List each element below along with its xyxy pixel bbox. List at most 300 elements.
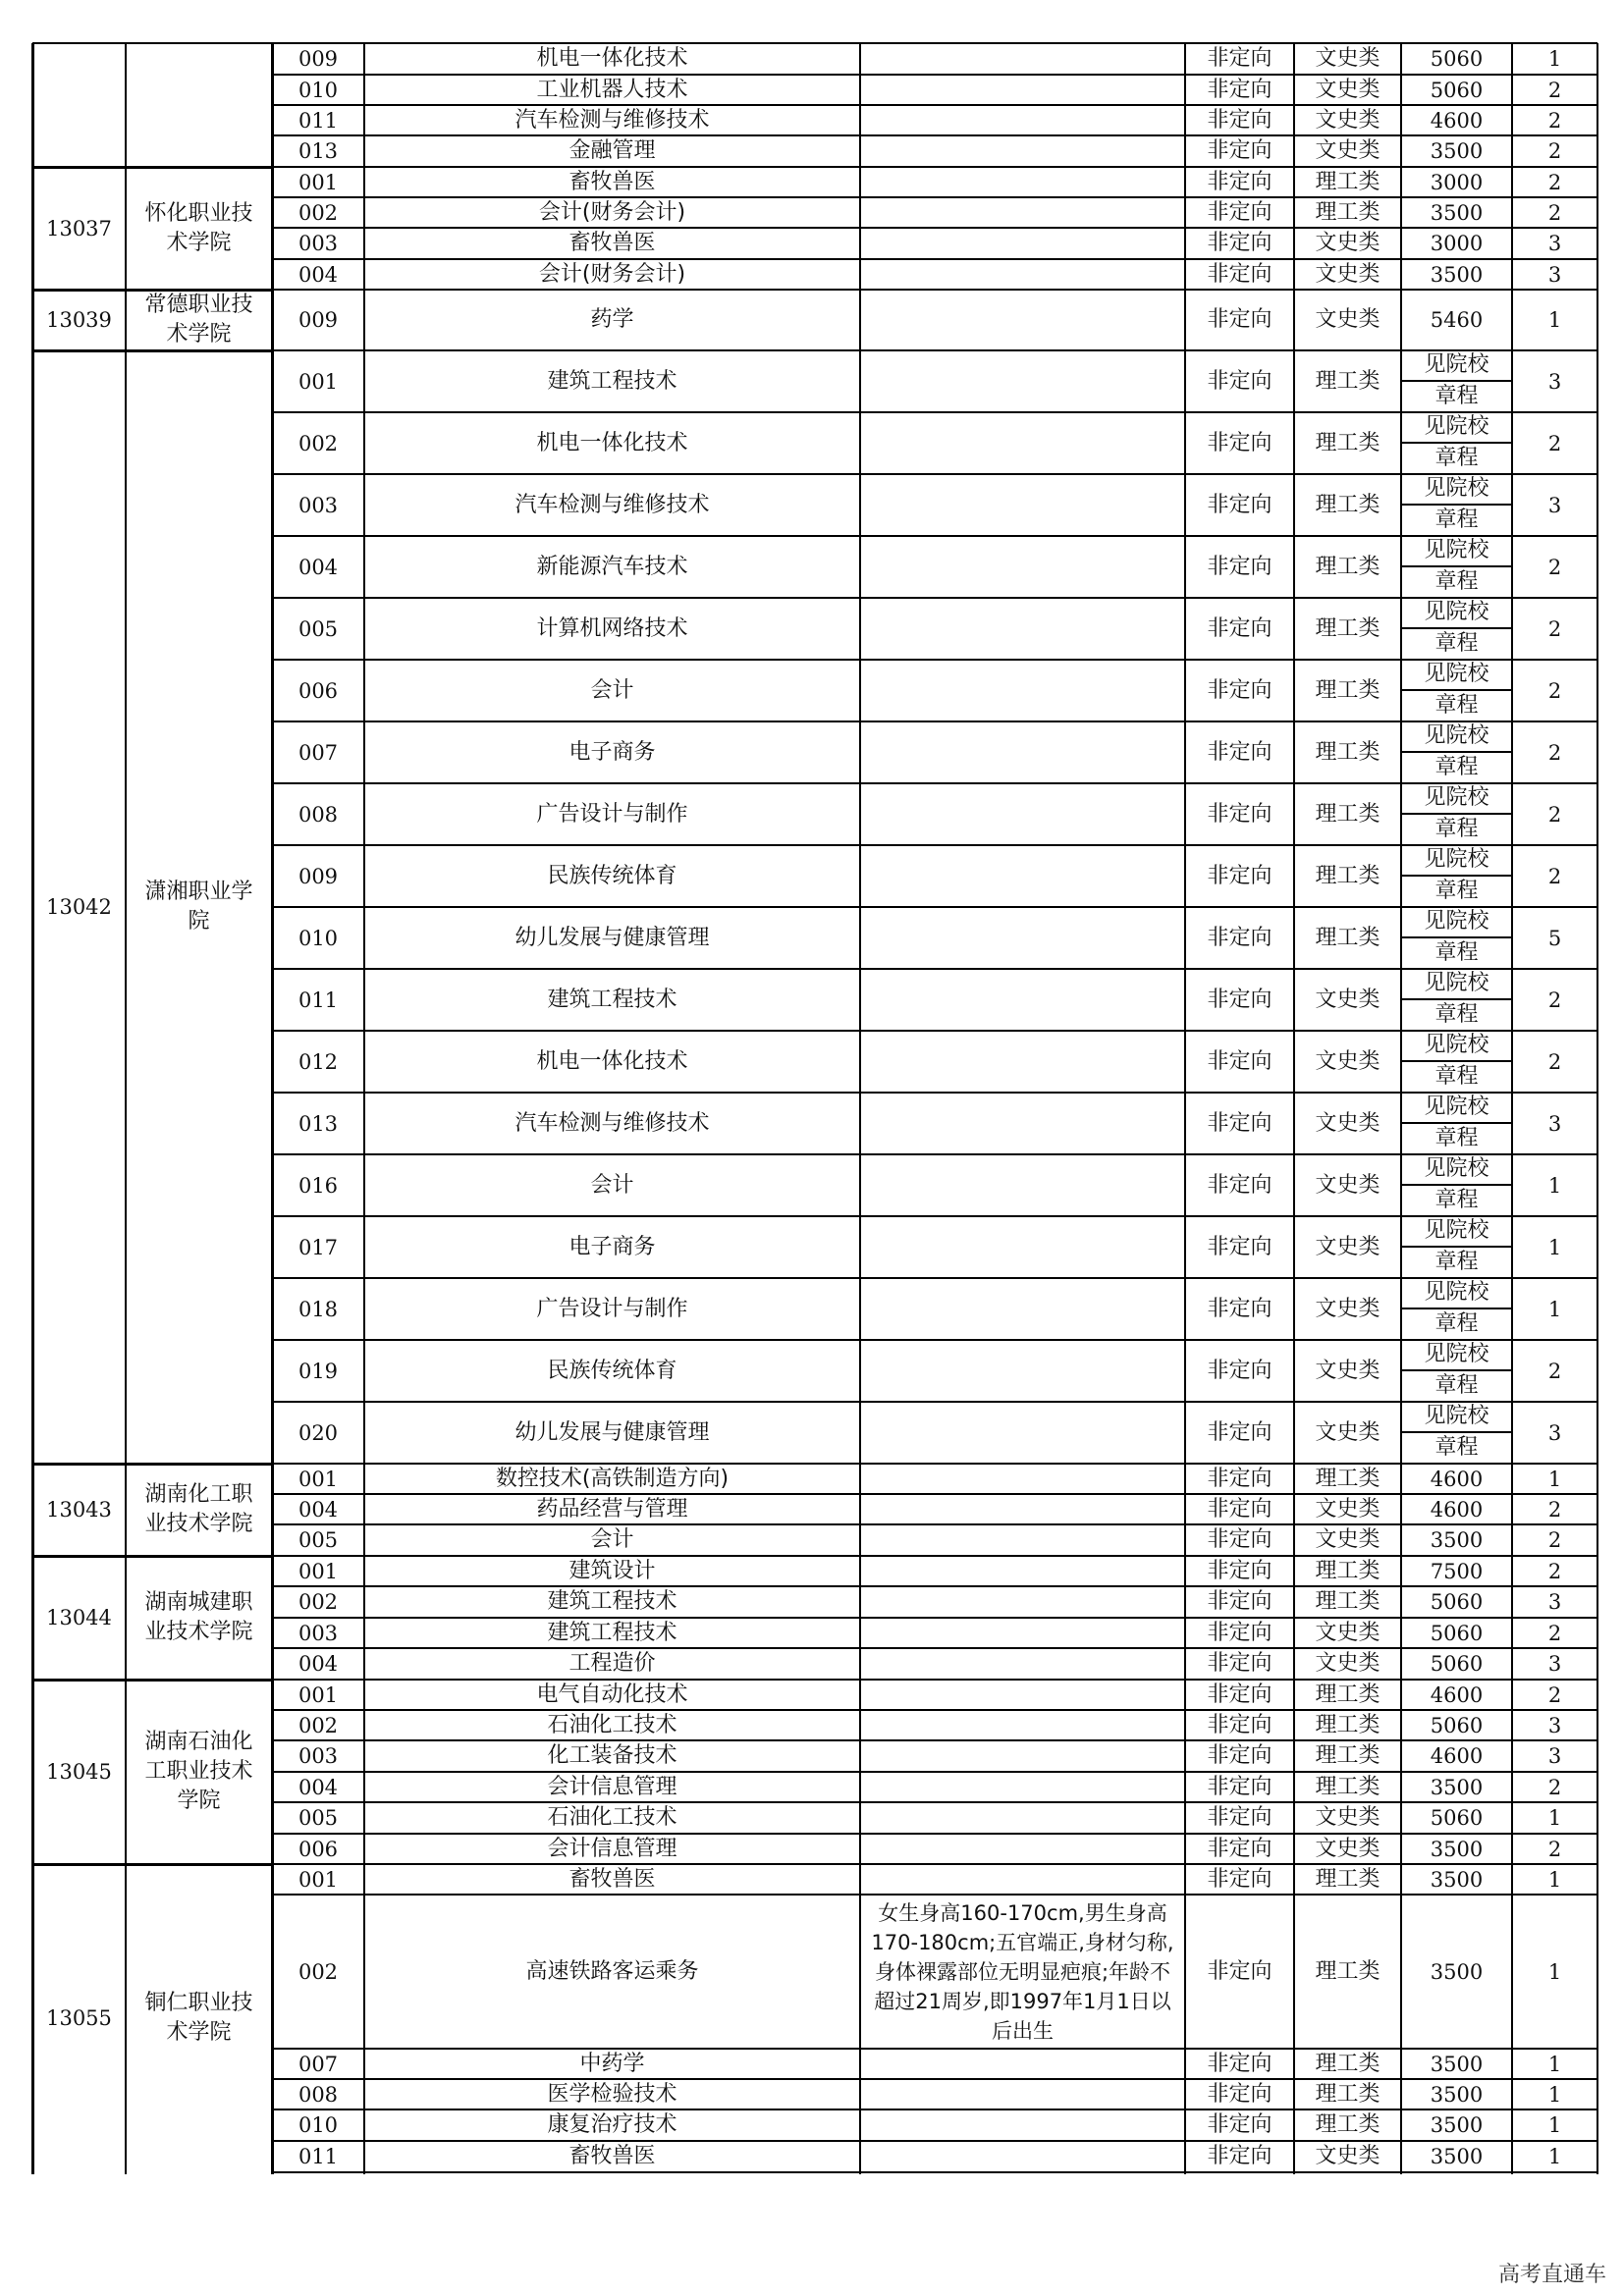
plan-orientation-text: 非定向	[1207, 1496, 1272, 1522]
tuition-fee-text: 见院校	[1401, 907, 1512, 938]
major-code	[272, 1494, 364, 1524]
subject-type-text: 文史类	[1315, 1527, 1380, 1552]
plan-orientation	[1185, 75, 1294, 105]
major-name-text: 汽车检测与维修技术	[514, 107, 710, 133]
plan-count-text: 1	[1547, 1467, 1562, 1491]
plan-orientation-text: 非定向	[1207, 615, 1272, 641]
school-code	[32, 43, 126, 167]
tuition-fee-text: 见院校	[1401, 474, 1512, 506]
subject-type-text: 理工类	[1315, 1774, 1380, 1799]
tuition-fee	[1401, 167, 1512, 197]
plan-count-text: 1	[1547, 2113, 1562, 2137]
major-code	[272, 1340, 364, 1402]
plan-count-text: 2	[1547, 1528, 1562, 1552]
major-code-text: 009	[298, 47, 339, 71]
major-name-text: 畜牧兽医	[568, 1866, 656, 1892]
major-name	[364, 721, 860, 783]
plan-count	[1512, 1772, 1597, 1802]
plan-count-text: 3	[1547, 493, 1562, 517]
plan-orientation-text: 非定向	[1207, 1172, 1272, 1198]
major-requirement	[860, 845, 1185, 907]
plan-count-text: 2	[1547, 1497, 1562, 1522]
major-code	[272, 259, 364, 290]
tuition-fee	[1401, 474, 1512, 536]
plan-orientation-text: 非定向	[1207, 1048, 1272, 1074]
plan-orientation	[1185, 105, 1294, 135]
major-requirement	[860, 350, 1185, 412]
subject-type-text: 理工类	[1315, 615, 1380, 641]
tuition-fee-text: 3500	[1430, 2082, 1484, 2107]
major-name	[364, 1586, 860, 1618]
major-name-text: 会计	[590, 1527, 634, 1552]
major-name-text: 会计	[590, 677, 634, 703]
major-name-text: 石油化工技术	[547, 1805, 677, 1830]
plan-count	[1512, 1834, 1597, 1864]
school-name	[126, 1680, 272, 1864]
major-name	[364, 75, 860, 105]
plan-orientation-text: 非定向	[1207, 1527, 1272, 1552]
subject-type-text: 理工类	[1315, 2081, 1380, 2107]
major-code	[272, 1278, 364, 1340]
subject-type-text: 文史类	[1315, 1620, 1380, 1645]
major-requirement-text: 女生身高160-170cm,男生身高170-180cm;五官端正,身材匀称,身体裸露部位无明显疤痕;年龄不超过21周岁,即1997年1月1日以后出生	[871, 1900, 1174, 2043]
major-name-text: 新能源汽车技术	[536, 554, 688, 579]
major-requirement	[860, 598, 1185, 660]
subject-type-text: 文史类	[1315, 1805, 1380, 1830]
tuition-fee	[1401, 2079, 1512, 2109]
subject-type-text: 理工类	[1315, 368, 1380, 394]
school-code	[32, 290, 126, 350]
major-code-text: 009	[298, 308, 339, 332]
plan-count-text: 2	[1547, 802, 1562, 827]
column-border	[271, 43, 274, 2174]
major-name-text: 建筑工程技术	[547, 1620, 677, 1645]
major-name	[364, 259, 860, 290]
tuition-fee-text: 章程	[1435, 569, 1479, 595]
major-name-text: 会计	[590, 1172, 634, 1198]
plan-orientation-text: 非定向	[1207, 1682, 1272, 1707]
plan-orientation	[1185, 1710, 1294, 1740]
tuition-fee-text: 见院校	[1401, 350, 1512, 382]
tuition-fee-text: 章程	[1435, 1002, 1479, 1028]
major-name	[364, 412, 860, 474]
major-requirement	[860, 660, 1185, 721]
school-name-text: 湖南化工职业技术学院	[144, 1482, 253, 1536]
tuition-fee-text: 4600	[1430, 1467, 1484, 1491]
major-requirement	[860, 1680, 1185, 1710]
major-name	[364, 845, 860, 907]
subject-type	[1294, 1802, 1401, 1834]
major-code-text: 017	[298, 1235, 339, 1259]
plan-orientation	[1185, 783, 1294, 845]
subject-type	[1294, 1772, 1401, 1802]
subject-type-text: 理工类	[1315, 1466, 1380, 1491]
major-name	[364, 197, 860, 228]
subject-type-text: 理工类	[1315, 925, 1380, 950]
subject-type-text: 理工类	[1315, 677, 1380, 703]
plan-orientation-text: 非定向	[1207, 2144, 1272, 2168]
tuition-fee-text: 章程	[1435, 1311, 1479, 1337]
major-code-text: 001	[298, 1682, 339, 1707]
tuition-fee	[1401, 598, 1512, 660]
plan-orientation-text: 非定向	[1207, 801, 1272, 827]
major-code	[272, 2141, 364, 2172]
subject-type	[1294, 536, 1401, 598]
major-name	[364, 474, 860, 536]
school-code-text: 13039	[46, 308, 112, 332]
tuition-fee	[1401, 2109, 1512, 2141]
plan-orientation	[1185, 350, 1294, 412]
plan-orientation	[1185, 1802, 1294, 1834]
major-code	[272, 1154, 364, 1216]
plan-orientation-text: 非定向	[1207, 1419, 1272, 1445]
major-code-text: 011	[298, 988, 339, 1012]
subject-type	[1294, 1093, 1401, 1154]
plan-count-text: 1	[1547, 1959, 1562, 1984]
subject-type-text: 文史类	[1315, 1836, 1380, 1861]
major-name-text: 会计信息管理	[547, 1836, 677, 1861]
column-border	[1184, 43, 1186, 2174]
tuition-fee-text: 3500	[1430, 2052, 1484, 2076]
subject-type-text: 理工类	[1315, 1682, 1380, 1707]
major-requirement	[860, 197, 1185, 228]
plan-orientation-text: 非定向	[1207, 1805, 1272, 1830]
major-name-text: 机电一体化技术	[536, 1048, 688, 1074]
plan-count-text: 2	[1547, 1837, 1562, 1861]
tuition-fee-text: 见院校	[1401, 969, 1512, 1000]
subject-type-text: 文史类	[1315, 1048, 1380, 1074]
major-requirement	[860, 43, 1185, 75]
plan-orientation	[1185, 1494, 1294, 1524]
plan-orientation	[1185, 259, 1294, 290]
subject-type	[1294, 1154, 1401, 1216]
major-requirement	[860, 1494, 1185, 1524]
plan-count	[1512, 536, 1597, 598]
major-code	[272, 783, 364, 845]
tuition-fee-text: 章程	[1435, 693, 1479, 719]
tuition-fee	[1401, 660, 1512, 721]
plan-orientation-text: 非定向	[1207, 307, 1272, 332]
tuition-fee	[1401, 907, 1512, 969]
tuition-fee-text: 见院校	[1401, 1154, 1512, 1186]
tuition-fee	[1401, 197, 1512, 228]
major-code	[272, 1556, 364, 1586]
plan-count-text: 1	[1547, 1173, 1562, 1198]
major-name	[364, 350, 860, 412]
major-name-text: 计算机网络技术	[536, 615, 688, 641]
major-requirement	[860, 167, 1185, 197]
tuition-fee-text: 5060	[1430, 1621, 1484, 1645]
plan-orientation	[1185, 1031, 1294, 1093]
plan-orientation	[1185, 721, 1294, 783]
subject-type-text: 文史类	[1315, 231, 1380, 255]
plan-count	[1512, 350, 1597, 412]
major-name-text: 幼儿发展与健康管理	[514, 1419, 710, 1445]
major-name-text: 广告设计与制作	[536, 801, 688, 827]
subject-type	[1294, 783, 1401, 845]
subject-type-text: 理工类	[1315, 2112, 1380, 2137]
major-code	[272, 290, 364, 350]
subject-type-text: 理工类	[1315, 863, 1380, 888]
major-requirement	[860, 474, 1185, 536]
subject-type	[1294, 105, 1401, 135]
major-code	[272, 1864, 364, 1895]
subject-type	[1294, 2141, 1401, 2172]
major-name-text: 高速铁路客运乘务	[525, 1958, 699, 1984]
subject-type	[1294, 721, 1401, 783]
major-name	[364, 1402, 860, 1464]
tuition-fee	[1401, 1618, 1512, 1648]
plan-count	[1512, 2141, 1597, 2172]
subject-type	[1294, 1710, 1401, 1740]
major-requirement	[860, 1556, 1185, 1586]
major-code-text: 001	[298, 1867, 339, 1892]
major-code	[272, 2079, 364, 2109]
major-name	[364, 907, 860, 969]
plan-count	[1512, 43, 1597, 75]
plan-count-text: 2	[1547, 1682, 1562, 1707]
plan-orientation-text: 非定向	[1207, 1958, 1272, 1984]
column-border	[363, 43, 365, 2174]
tuition-fee-text: 章程	[1435, 817, 1479, 842]
major-name-text: 建筑工程技术	[547, 987, 677, 1012]
tuition-fee	[1401, 969, 1512, 1031]
tuition-fee	[1401, 1802, 1512, 1834]
major-code	[272, 474, 364, 536]
subject-type-text: 理工类	[1315, 1866, 1380, 1892]
plan-count-text: 2	[1547, 864, 1562, 888]
plan-orientation-text: 非定向	[1207, 987, 1272, 1012]
tuition-fee-text: 见院校	[1401, 1402, 1512, 1433]
tuition-fee-text: 章程	[1435, 940, 1479, 966]
major-code	[272, 75, 364, 105]
subject-type	[1294, 2049, 1401, 2079]
major-name	[364, 1278, 860, 1340]
subject-type-text: 文史类	[1315, 1234, 1380, 1259]
major-name-text: 民族传统体育	[547, 1358, 677, 1383]
school-name-text: 怀化职业技术学院	[144, 200, 253, 255]
major-code	[272, 1802, 364, 1834]
major-code-text: 001	[298, 170, 339, 194]
subject-type-text: 文史类	[1315, 1110, 1380, 1136]
plan-count-text: 1	[1547, 1867, 1562, 1892]
major-name	[364, 1834, 860, 1864]
major-name-text: 民族传统体育	[547, 863, 677, 888]
major-name	[364, 660, 860, 721]
major-code	[272, 105, 364, 135]
plan-count	[1512, 1864, 1597, 1895]
major-code-text: 011	[298, 2145, 339, 2168]
major-name-text: 广告设计与制作	[536, 1296, 688, 1321]
plan-count	[1512, 2049, 1597, 2079]
plan-count-text: 1	[1547, 1297, 1562, 1321]
major-code-text: 008	[298, 2082, 339, 2107]
column-border	[1400, 43, 1402, 2174]
subject-type	[1294, 1494, 1401, 1524]
subject-type	[1294, 197, 1401, 228]
subject-type-text: 理工类	[1315, 2051, 1380, 2076]
major-code	[272, 1464, 364, 1494]
major-name-text: 建筑工程技术	[547, 368, 677, 394]
plan-count	[1512, 2109, 1597, 2141]
tuition-fee-text: 5060	[1430, 78, 1484, 102]
plan-count	[1512, 598, 1597, 660]
major-requirement	[860, 969, 1185, 1031]
major-name-text: 数控技术(高铁制造方向)	[495, 1466, 730, 1491]
major-name	[364, 1864, 860, 1895]
major-requirement	[860, 1278, 1185, 1340]
major-code-text: 018	[298, 1297, 339, 1321]
major-requirement	[860, 1402, 1185, 1464]
plan-count	[1512, 1402, 1597, 1464]
major-name-text: 机电一体化技术	[536, 46, 688, 71]
major-code	[272, 350, 364, 412]
plan-orientation-text: 非定向	[1207, 231, 1272, 255]
tuition-fee	[1401, 1340, 1512, 1402]
tuition-fee	[1401, 228, 1512, 259]
major-code	[272, 228, 364, 259]
tuition-fee-text: 章程	[1435, 1064, 1479, 1090]
major-requirement	[860, 228, 1185, 259]
major-code-text: 004	[298, 1652, 339, 1676]
tuition-fee-text: 见院校	[1401, 536, 1512, 567]
tuition-fee	[1401, 43, 1512, 75]
plan-count	[1512, 1895, 1597, 2049]
plan-orientation-text: 非定向	[1207, 1774, 1272, 1799]
major-code-text: 009	[298, 864, 339, 888]
tuition-fee-text: 3500	[1430, 139, 1484, 163]
major-code-text: 007	[298, 2052, 339, 2076]
major-name	[364, 1680, 860, 1710]
subject-type-text: 文史类	[1315, 46, 1380, 71]
major-requirement	[860, 1464, 1185, 1494]
plan-count	[1512, 1556, 1597, 1586]
major-code-text: 012	[298, 1049, 339, 1074]
major-name-text: 畜牧兽医	[568, 2144, 656, 2168]
major-code-text: 003	[298, 1744, 339, 1768]
subject-type	[1294, 845, 1401, 907]
major-code	[272, 598, 364, 660]
plan-count	[1512, 1680, 1597, 1710]
column-border	[125, 43, 127, 2174]
major-code-text: 013	[298, 139, 339, 163]
major-code-text: 010	[298, 926, 339, 950]
plan-count	[1512, 105, 1597, 135]
tuition-fee	[1401, 1740, 1512, 1772]
major-code-text: 006	[298, 1837, 339, 1861]
tuition-fee-text: 章程	[1435, 1126, 1479, 1151]
major-code-text: 004	[298, 262, 339, 287]
plan-count	[1512, 907, 1597, 969]
plan-orientation-text: 非定向	[1207, 368, 1272, 394]
subject-type-text: 理工类	[1315, 492, 1380, 517]
tuition-fee	[1401, 1895, 1512, 2049]
plan-count	[1512, 412, 1597, 474]
plan-orientation	[1185, 1740, 1294, 1772]
tuition-fee-text: 章程	[1435, 446, 1479, 471]
plan-orientation-text: 非定向	[1207, 863, 1272, 888]
school-name	[126, 43, 272, 167]
tuition-fee-text: 章程	[1435, 384, 1479, 409]
major-code	[272, 1216, 364, 1278]
plan-orientation-text: 非定向	[1207, 430, 1272, 455]
major-name-text: 药学	[590, 307, 634, 332]
major-name-text: 电气自动化技术	[536, 1682, 688, 1707]
tuition-fee-text: 见院校	[1401, 598, 1512, 629]
major-code-text: 004	[298, 1497, 339, 1522]
school-code-text: 13044	[46, 1606, 112, 1629]
subject-type-text: 文史类	[1315, 138, 1380, 163]
major-code-text: 011	[298, 108, 339, 133]
tuition-fee	[1401, 1464, 1512, 1494]
tuition-fee	[1401, 2141, 1512, 2172]
plan-orientation	[1185, 2141, 1294, 2172]
plan-count-text: 2	[1547, 78, 1562, 102]
school-code-text: 13037	[46, 216, 112, 240]
school-code	[32, 1680, 126, 1864]
plan-count-text: 3	[1547, 1590, 1562, 1614]
tuition-fee-text: 见院校	[1401, 1093, 1512, 1124]
plan-orientation	[1185, 1524, 1294, 1556]
tuition-fee-text: 3500	[1430, 2113, 1484, 2137]
plan-orientation	[1185, 2049, 1294, 2079]
subject-type-text: 文史类	[1315, 77, 1380, 102]
subject-type	[1294, 598, 1401, 660]
plan-orientation	[1185, 2079, 1294, 2109]
major-name	[364, 1802, 860, 1834]
plan-count-text: 3	[1547, 1111, 1562, 1136]
plan-orientation	[1185, 1864, 1294, 1895]
plan-count-text: 2	[1547, 1775, 1562, 1799]
tuition-fee-text: 3500	[1430, 1867, 1484, 1892]
plan-count-text: 3	[1547, 1652, 1562, 1676]
school-name	[126, 1864, 272, 2172]
tuition-fee	[1401, 1834, 1512, 1864]
plan-count-text: 2	[1547, 616, 1562, 641]
major-name-text: 石油化工技术	[547, 1712, 677, 1737]
subject-type	[1294, 474, 1401, 536]
plan-count-text: 2	[1547, 1621, 1562, 1645]
major-name	[364, 1618, 860, 1648]
major-code-text: 002	[298, 1713, 339, 1737]
watermark: 高考直通车	[1497, 2263, 1606, 2287]
plan-orientation-text: 非定向	[1207, 1620, 1272, 1645]
major-requirement	[860, 135, 1185, 167]
plan-count-text: 2	[1547, 988, 1562, 1012]
subject-type-text: 理工类	[1315, 1743, 1380, 1768]
tuition-fee-text: 见院校	[1401, 845, 1512, 877]
tuition-fee-text: 5060	[1430, 1590, 1484, 1614]
column-border	[31, 43, 34, 2174]
tuition-fee-text: 7500	[1430, 1559, 1484, 1583]
major-name	[364, 598, 860, 660]
tuition-fee	[1401, 105, 1512, 135]
plan-orientation-text: 非定向	[1207, 261, 1272, 287]
tuition-fee	[1401, 1402, 1512, 1464]
plan-count	[1512, 1586, 1597, 1618]
plan-count-text: 1	[1547, 1806, 1562, 1830]
subject-type-text: 文史类	[1315, 261, 1380, 287]
major-code	[272, 1618, 364, 1648]
subject-type	[1294, 1864, 1401, 1895]
major-name	[364, 2049, 860, 2079]
plan-count-text: 1	[1547, 2052, 1562, 2076]
subject-type-text: 理工类	[1315, 1958, 1380, 1984]
major-requirement	[860, 1740, 1185, 1772]
major-requirement	[860, 1864, 1185, 1895]
major-code-text: 003	[298, 493, 339, 517]
subject-type-text: 文史类	[1315, 2144, 1380, 2168]
